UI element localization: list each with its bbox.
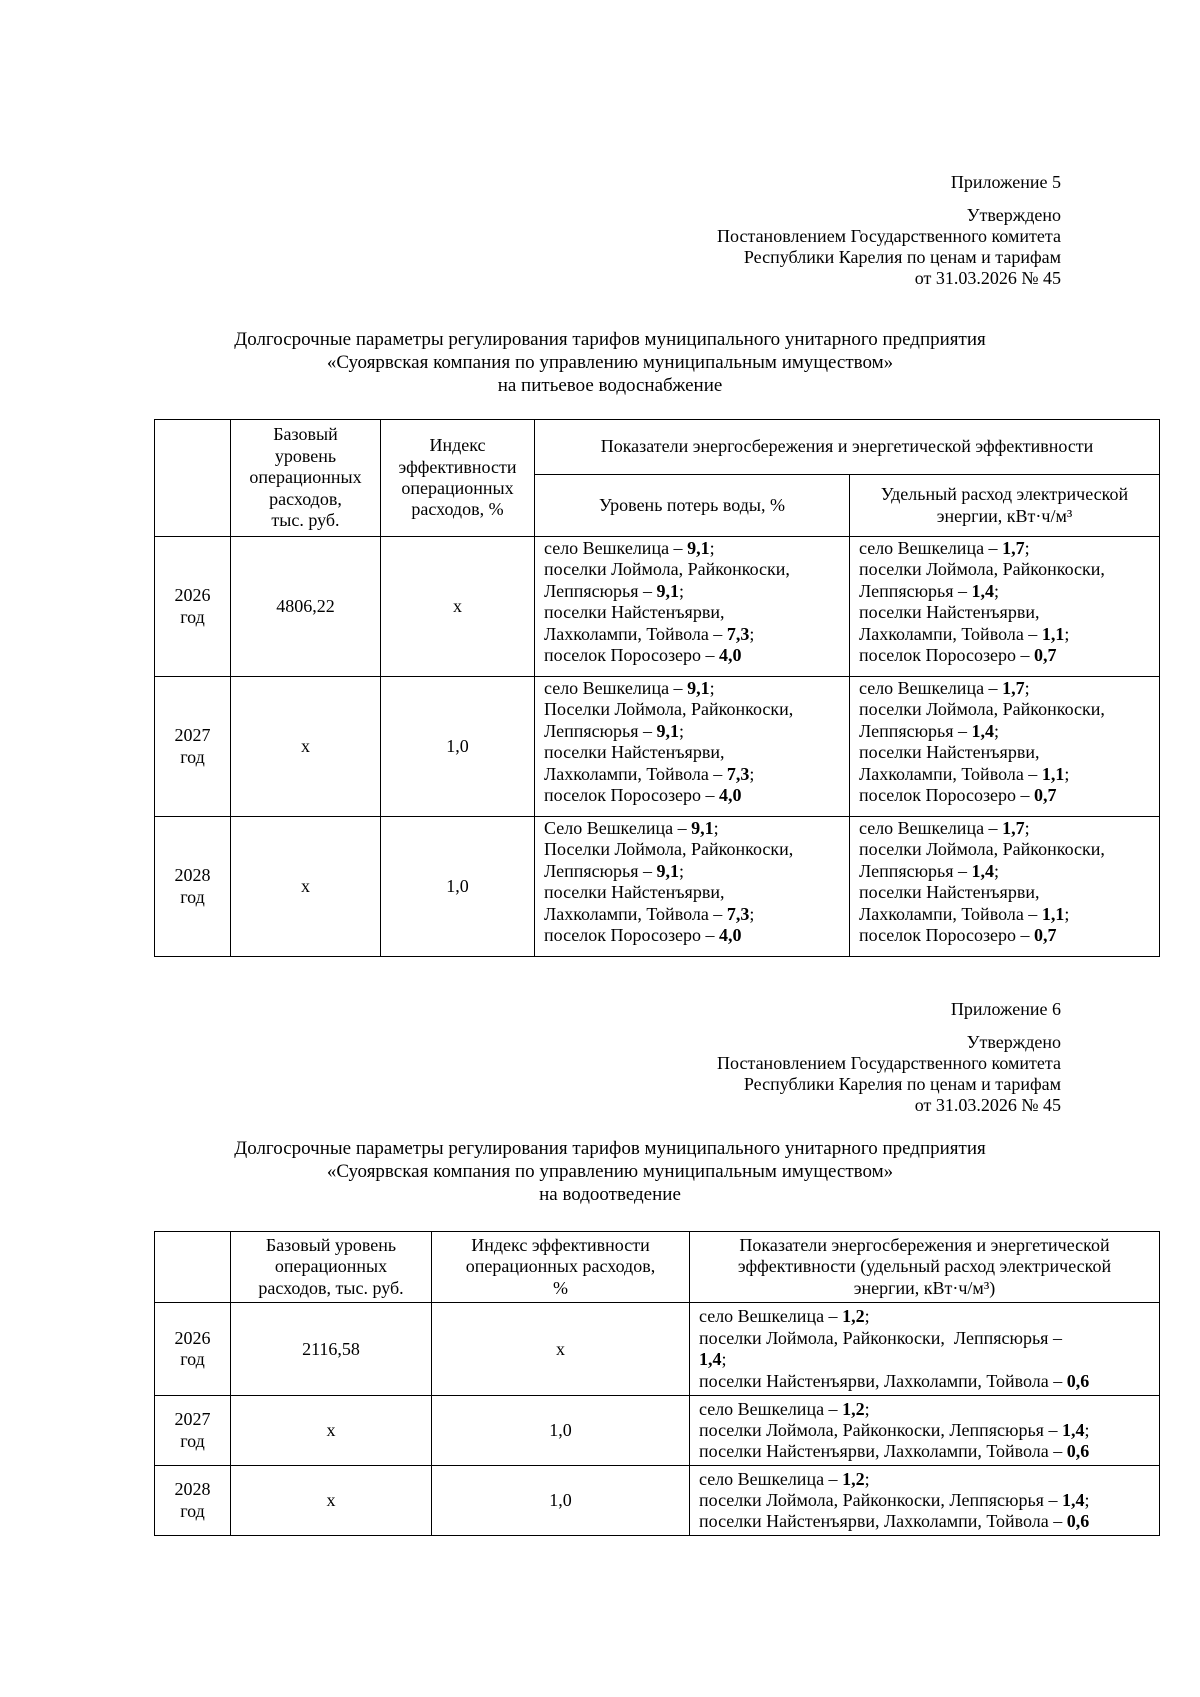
water-loss-list: Село Вешкелица – 9,1; Поселки Лоймола, Райконкоски, Леппясюрья – 9,1; поселки Найстенъярви, Лахколампи, Тойвола – 7,3; поселок Поросозеро – 4,0 — [535, 817, 850, 957]
header-base-level: Базовый уровень операционных расходов, тыс. руб. — [231, 1232, 432, 1303]
approval-line: Постановлением Государственного комитета — [717, 226, 1061, 246]
tariff-table-wastewater — [154, 1231, 1160, 1536]
header-efficiency-index: Индекс эффективности операционных расходов, % — [381, 420, 535, 537]
specific-consumption-list: село Вешкелица – 1,7; поселки Лоймола, Райконкоски, Леппясюрья – 1,4; поселки Найстенъярви, Лахколампи, Тойвола – 1,1; поселок Поросозеро – 0,7 — [850, 537, 1160, 677]
header-base-level: Базовый уровень операционных расходов, тыс. руб. — [231, 420, 381, 537]
approval-block-appendix-6 — [717, 999, 1061, 1116]
year-cell: 2028 год — [155, 817, 231, 957]
title-line: Долгосрочные параметры регулирования тарифов муниципального унитарного предприятия — [234, 329, 986, 350]
title-line: «Суоярвская компания по управлению муниципальным имуществом» — [326, 1161, 894, 1182]
energy-list: село Вешкелица – 1,2; поселки Лоймола, Райконкоски, Леппясюрья – 1,4; поселки Найстенъярви, Лахколампи, Тойвола – 0,6 — [690, 1396, 1160, 1466]
appendix-label: Приложение 6 — [950, 999, 1061, 1019]
efficiency-index-value: х — [381, 537, 535, 677]
base-level-value: 4806,22 — [231, 537, 381, 677]
header-energy-group: Показатели энергосбережения и энергетической эффективности — [535, 420, 1160, 475]
approval-line: от 31.03.2026 № 45 — [914, 268, 1061, 288]
year-cell: 2028 год — [155, 1466, 231, 1536]
header-water-loss: Уровень потерь воды, % — [535, 475, 850, 537]
approved-label: Утверждено — [966, 205, 1061, 225]
energy-list: село Вешкелица – 1,2; поселки Лоймола, Райконкоски, Леппясюрья – 1,4; поселки Найстенъярви, Лахколампи, Тойвола – 0,6 — [690, 1466, 1160, 1536]
title-line: на питьевое водоснабжение — [497, 375, 723, 396]
tariff-table-water-supply — [154, 419, 1160, 957]
efficiency-index-value: х — [432, 1303, 690, 1396]
specific-consumption-list: село Вешкелица – 1,7; поселки Лоймола, Райконкоски, Леппясюрья – 1,4; поселки Найстенъярви, Лахколампи, Тойвола – 1,1; поселок Поросозеро – 0,7 — [850, 677, 1160, 817]
header-empty-cell — [155, 1232, 231, 1303]
approval-line: Республики Карелия по ценам и тарифам — [743, 1074, 1061, 1094]
water-loss-list: село Вешкелица – 9,1; поселки Лоймола, Райконкоски, Леппясюрья – 9,1; поселки Найстенъярви, Лахколампи, Тойвола – 7,3; поселок Поросозеро – 4,0 — [535, 537, 850, 677]
water-loss-list: село Вешкелица – 9,1; Поселки Лоймола, Райконкоски, Леппясюрья – 9,1; поселки Найстенъярви, Лахколампи, Тойвола – 7,3; поселок Поросозеро – 4,0 — [535, 677, 850, 817]
base-level-value: 2116,58 — [231, 1303, 432, 1396]
base-level-value: х — [231, 1466, 432, 1536]
approval-line: от 31.03.2026 № 45 — [914, 1095, 1061, 1115]
table-row — [155, 677, 1160, 817]
base-level-value: х — [231, 1396, 432, 1466]
year-cell: 2026 год — [155, 1303, 231, 1396]
table-row — [155, 817, 1160, 957]
efficiency-index-value: 1,0 — [381, 677, 535, 817]
table-row — [155, 537, 1160, 677]
title-line: Долгосрочные параметры регулирования тарифов муниципального унитарного предприятия — [234, 1138, 986, 1159]
header-specific-consumption: Удельный расход электрической энергии, кВт·ч/м³ — [850, 475, 1160, 537]
base-level-value: х — [231, 817, 381, 957]
header-energy: Показатели энергосбережения и энергетической эффективности (удельный расход электрической энергии, кВт·ч/м³) — [690, 1232, 1160, 1303]
approval-line: Постановлением Государственного комитета — [717, 1053, 1061, 1073]
year-cell: 2026 год — [155, 537, 231, 677]
header-efficiency-index: Индекс эффективности операционных расходов, % — [432, 1232, 690, 1303]
specific-consumption-list: село Вешкелица – 1,7; поселки Лоймола, Райконкоски, Леппясюрья – 1,4; поселки Найстенъярви, Лахколампи, Тойвола – 1,1; поселок Поросозеро – 0,7 — [850, 817, 1160, 957]
year-cell: 2027 год — [155, 1396, 231, 1466]
year-cell: 2027 год — [155, 677, 231, 817]
document-title-appendix-5 — [150, 328, 1070, 397]
approval-line: Республики Карелия по ценам и тарифам — [743, 247, 1061, 267]
table-row — [155, 1396, 1160, 1466]
table-row — [155, 1303, 1160, 1396]
efficiency-index-value: 1,0 — [381, 817, 535, 957]
table-row — [155, 1466, 1160, 1536]
approved-label: Утверждено — [966, 1032, 1061, 1052]
energy-list: село Вешкелица – 1,2; поселки Лоймола, Райконкоски, Леппясюрья – 1,4; поселки Найстенъярви, Лахколампи, Тойвола – 0,6 — [690, 1303, 1160, 1396]
approval-block-appendix-5 — [717, 172, 1061, 289]
header-empty-cell — [155, 420, 231, 537]
appendix-label: Приложение 5 — [950, 172, 1061, 192]
title-line: на водоотведение — [539, 1184, 681, 1205]
efficiency-index-value: 1,0 — [432, 1466, 690, 1536]
base-level-value: х — [231, 677, 381, 817]
efficiency-index-value: 1,0 — [432, 1396, 690, 1466]
title-line: «Суоярвская компания по управлению муниципальным имуществом» — [326, 352, 894, 373]
document-title-appendix-6 — [150, 1137, 1070, 1206]
